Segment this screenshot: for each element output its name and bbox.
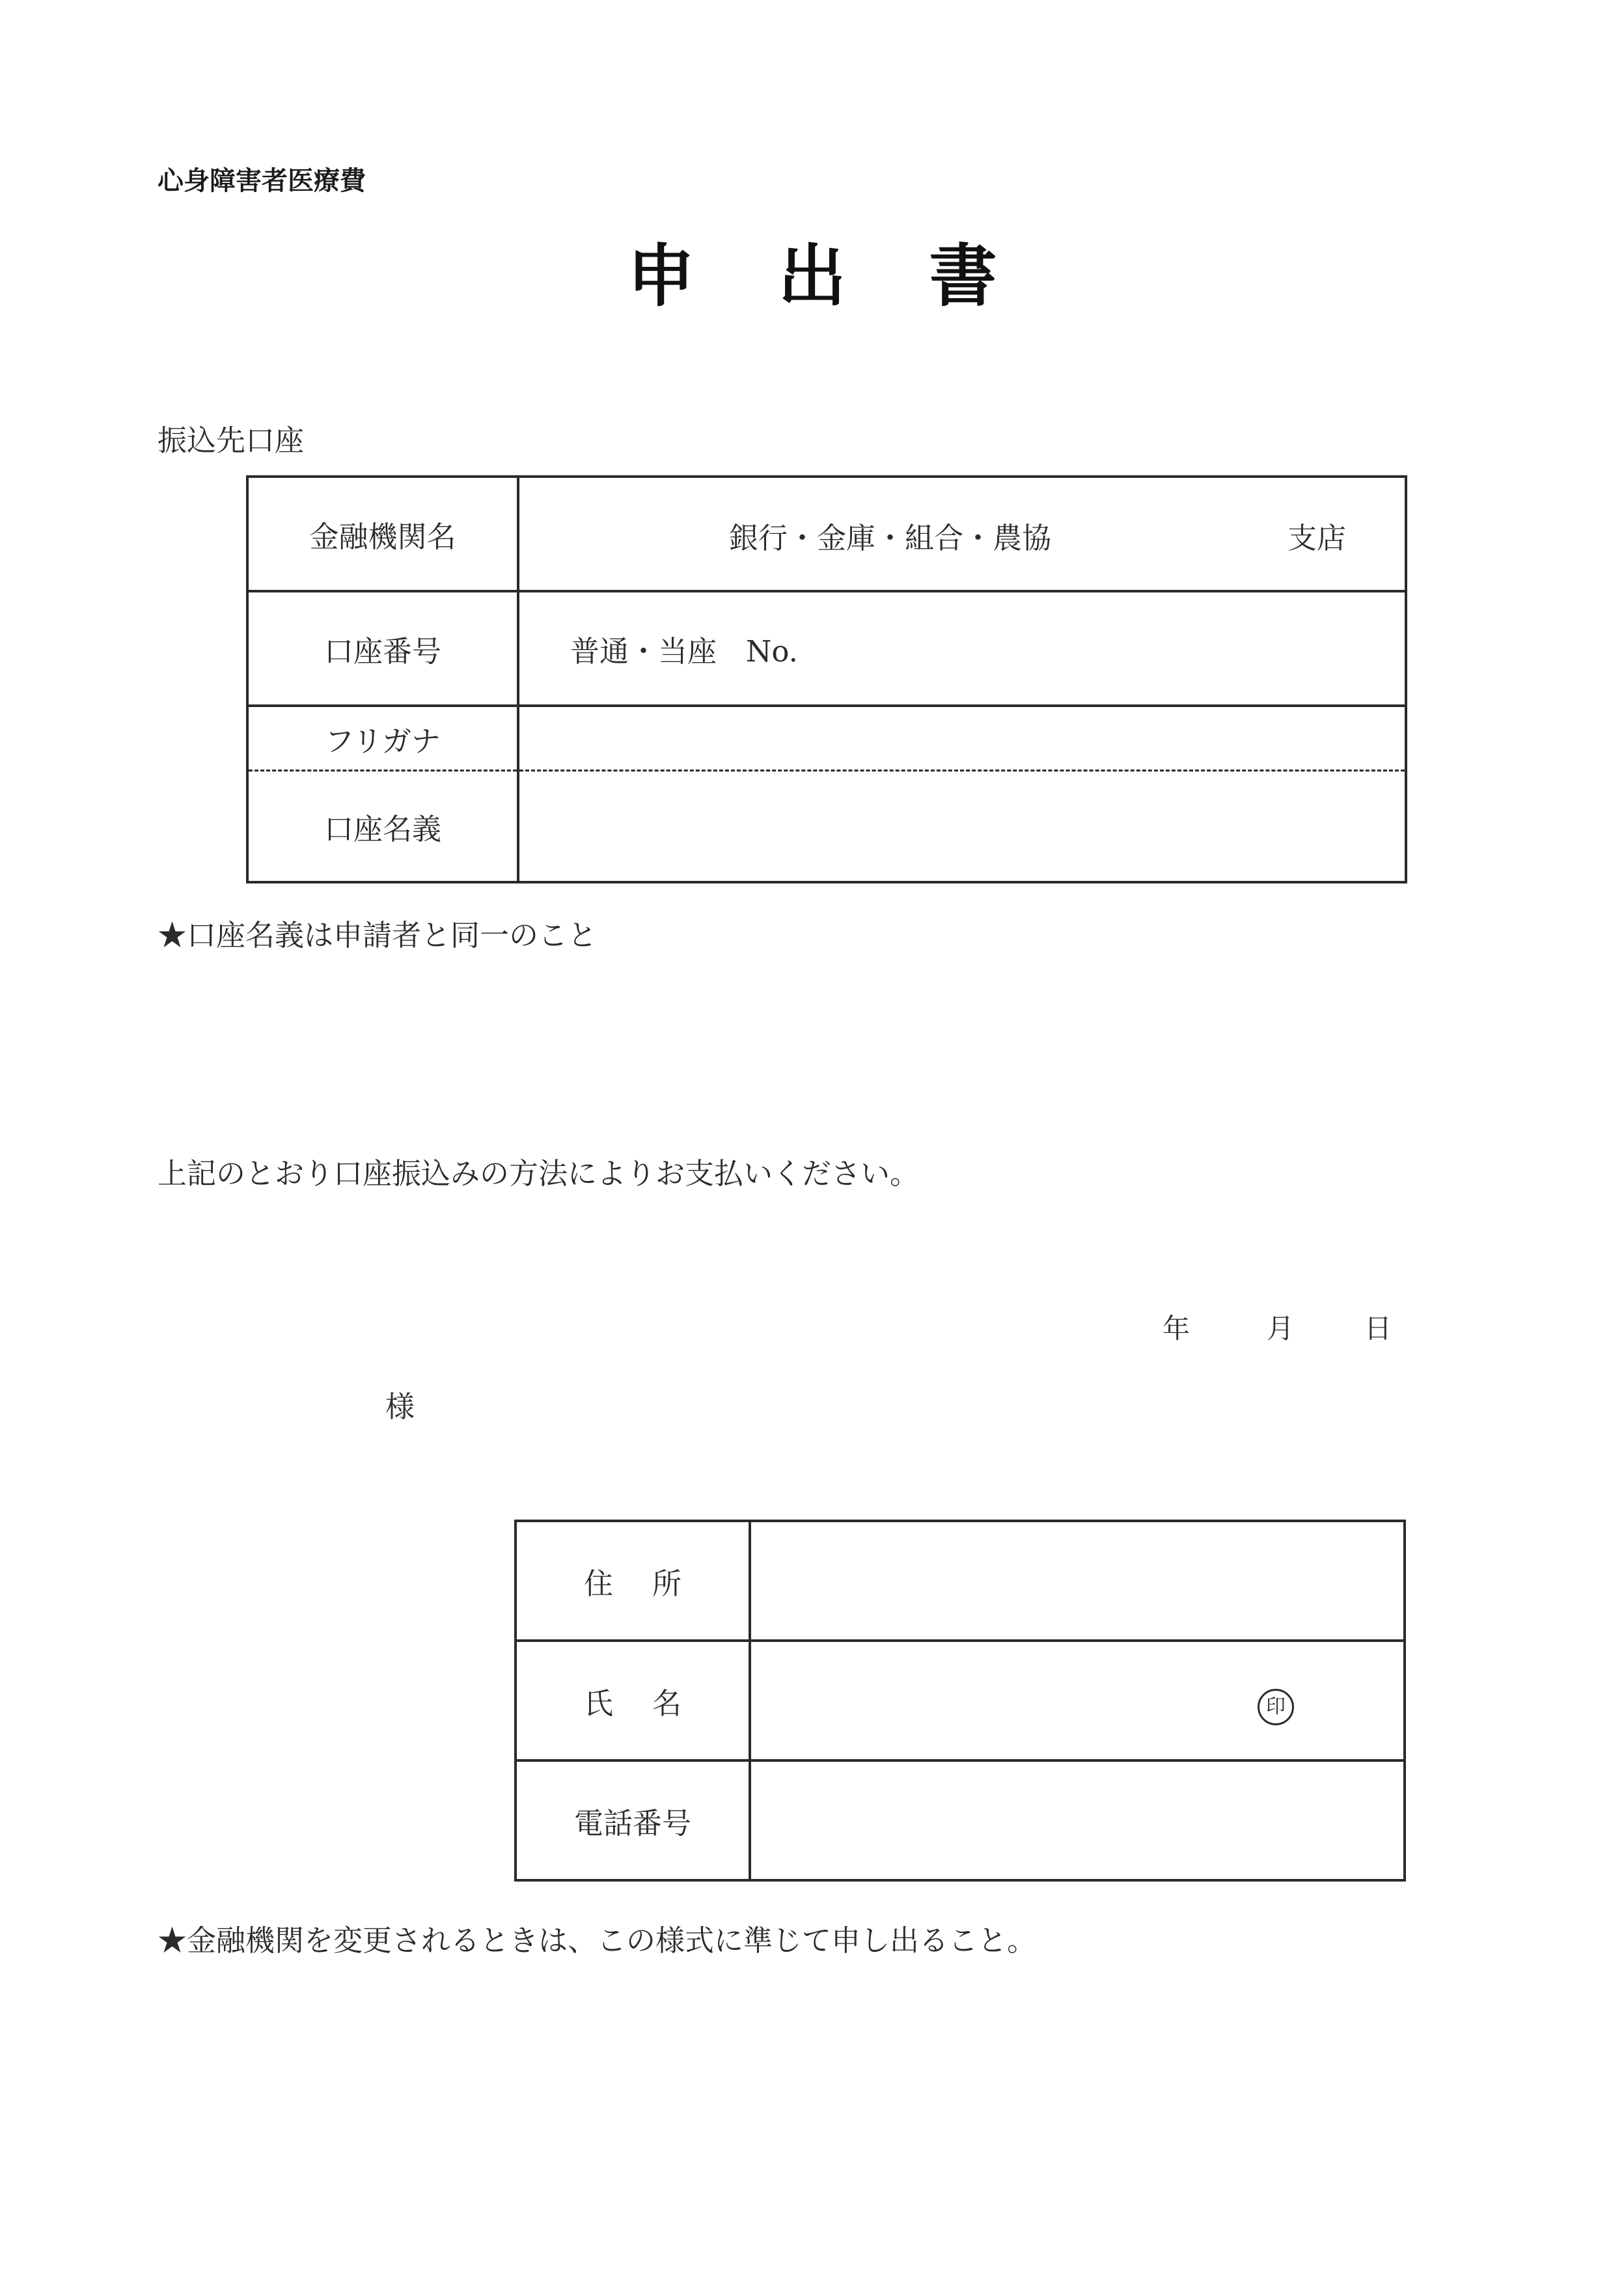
- account-holder-note: ★口座名義は申請者と同一のこと: [158, 918, 598, 952]
- footer-note: ★金融機関を変更されるときは、この様式に準じて申し出ること。: [158, 1923, 1037, 1958]
- address-field[interactable]: [750, 1521, 1405, 1641]
- phone-field[interactable]: [750, 1760, 1405, 1880]
- date-month-label: 月: [1267, 1313, 1295, 1344]
- furigana-field[interactable]: [518, 706, 1406, 771]
- document-title: 申出書: [627, 236, 1080, 316]
- bank-types-options: 銀行・金庫・組合・農協: [729, 521, 1052, 555]
- account-holder-label: 口座名義: [247, 771, 518, 883]
- phone-label: 電話番号: [516, 1760, 750, 1880]
- account-number-label: 口座番号: [247, 591, 518, 706]
- seal-mark: 印: [1258, 1689, 1294, 1725]
- request-text: 上記のとおり口座振込みの方法によりお支払いください。: [158, 1156, 920, 1191]
- date-day-label: 日: [1364, 1313, 1392, 1344]
- account-number-field[interactable]: 普通・当座 No.: [518, 591, 1406, 706]
- branch-suffix: 支店: [1287, 521, 1347, 555]
- address-label: 住所: [516, 1521, 750, 1641]
- furigana-label: フリガナ: [247, 706, 518, 771]
- name-label: 氏名: [516, 1641, 750, 1760]
- bank-section-label: 振込先口座: [158, 423, 305, 458]
- date-year-label: 年: [1163, 1313, 1190, 1344]
- recipient-honorific: 様: [385, 1389, 415, 1424]
- document-category: 心身障害者医療費: [158, 166, 366, 196]
- name-field[interactable]: [750, 1641, 1405, 1760]
- account-holder-field[interactable]: [518, 771, 1406, 883]
- bank-name-label: 金融機関名: [247, 477, 518, 591]
